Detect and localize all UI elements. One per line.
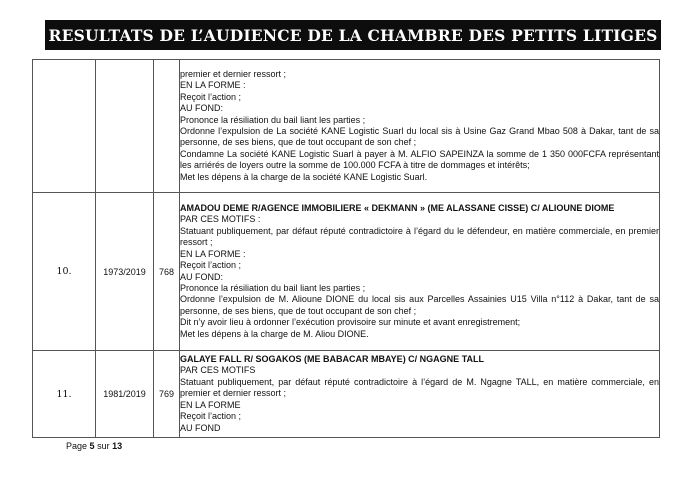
decision-line: Reçoit l’action ; [180, 260, 242, 271]
decision-line: Reçoit l’action ; [180, 411, 242, 422]
decision-line: premier et dernier ressort ; [180, 68, 287, 79]
page-header-banner [45, 20, 661, 50]
decision-line: Met les dépens à la charge de la société KANE Logistic Suarl. [180, 171, 428, 182]
footer-page-total: 13 [112, 441, 123, 451]
table-row [33, 351, 660, 438]
case-reference-cell: 1981/2019 [96, 351, 154, 438]
decision-line: EN LA FORME : [180, 248, 246, 259]
page-title: RESULTATS DE L’AUDIENCE DE LA CHAMBRE DES PETITS LITIGES [48, 25, 658, 45]
repertoire-number-cell [154, 60, 180, 193]
decision-text-cell [180, 351, 660, 438]
decision-line: Statuant publiquement, par défaut réputé contradictoire à l’égard du le défendeur, en matière commerciale, en premier ressort ; [180, 225, 659, 248]
case-number-cell [33, 60, 96, 193]
case-reference-cell [96, 60, 154, 193]
case-reference-cell: 1973/2019 [96, 193, 154, 351]
table-row [33, 60, 660, 193]
decision-line: Prononce la résiliation du bail liant les parties ; [180, 114, 366, 125]
case-parties-title: AMADOU DEME R/AGENCE IMMOBILIERE « DEKMANN » (ME ALASSANE CISSE) C/ ALIOUNE DIOME [180, 203, 615, 214]
footer-page-sep: sur [97, 441, 110, 451]
decision-line: Statuant publiquement, par défaut réputé contradictoire à l’égard de M. Ngagne TALL, en matière commerciale, en premier et dernier ressort ; [180, 376, 659, 399]
decision-text-cell [180, 60, 660, 193]
repertoire-number-cell: 768 [154, 193, 180, 351]
repertoire-number-cell: 769 [154, 351, 180, 438]
decision-line: Ordonne l’expulsion de M. Alioune DIONE du local sis aux Parcelles Assainies U15 Villa n°112 à Dakar, tant de sa personne, de ses biens, que de tout occupant de son chef ; [180, 294, 659, 316]
decision-text-cell [180, 193, 660, 351]
decision-line: PAR CES MOTIFS [180, 365, 256, 376]
decision-line: EN LA FORME [180, 399, 241, 410]
case-parties-title: GALAYE FALL R/ SOGAKOS (ME BABACAR MBAYE) C/ NGAGNE TALL [180, 354, 485, 365]
decision-line: Prononce la résiliation du bail liant les parties ; [180, 282, 366, 293]
case-number-cell: 11. [33, 351, 96, 438]
decision-line: Reçoit l’action ; [180, 91, 242, 102]
decision-line: Condamne La société KANE Logistic Suarl à payer à M. ALFIO SAPEINZA la somme de 1 350 000FCFA représentant les arriérés de loyers outre la somme de 100.000 FCFA à titre de dommages et intérêts; [180, 148, 659, 171]
decision-line: EN LA FORME : [180, 80, 246, 91]
table-row [33, 193, 660, 351]
decision-line: AU FOND [180, 422, 221, 433]
results-table [32, 59, 660, 438]
decision-line: AU FOND: [180, 103, 224, 114]
decision-line: Ordonne l’expulsion de La société KANE Logistic Suarl du local sis à Usine Gaz Grand Mbao 508 à Dakar, tant de sa personne, de ses biens, que de tout occupant de son chef ; [180, 126, 659, 148]
case-number-cell: 10. [33, 193, 96, 351]
decision-line: AU FOND: [180, 271, 224, 282]
decision-line: Met les dépens à la charge de M. Aliou DIONE. [180, 328, 369, 339]
decision-line: Dit n’y avoir lieu à ordonner l’exécution provisoire sur minute et avant enregistrement; [180, 317, 521, 328]
footer-page-prefix: Page [66, 441, 88, 451]
decision-line: PAR CES MOTIFS : [180, 214, 261, 225]
page-footer [66, 441, 122, 451]
footer-page-current: 5 [89, 441, 95, 451]
